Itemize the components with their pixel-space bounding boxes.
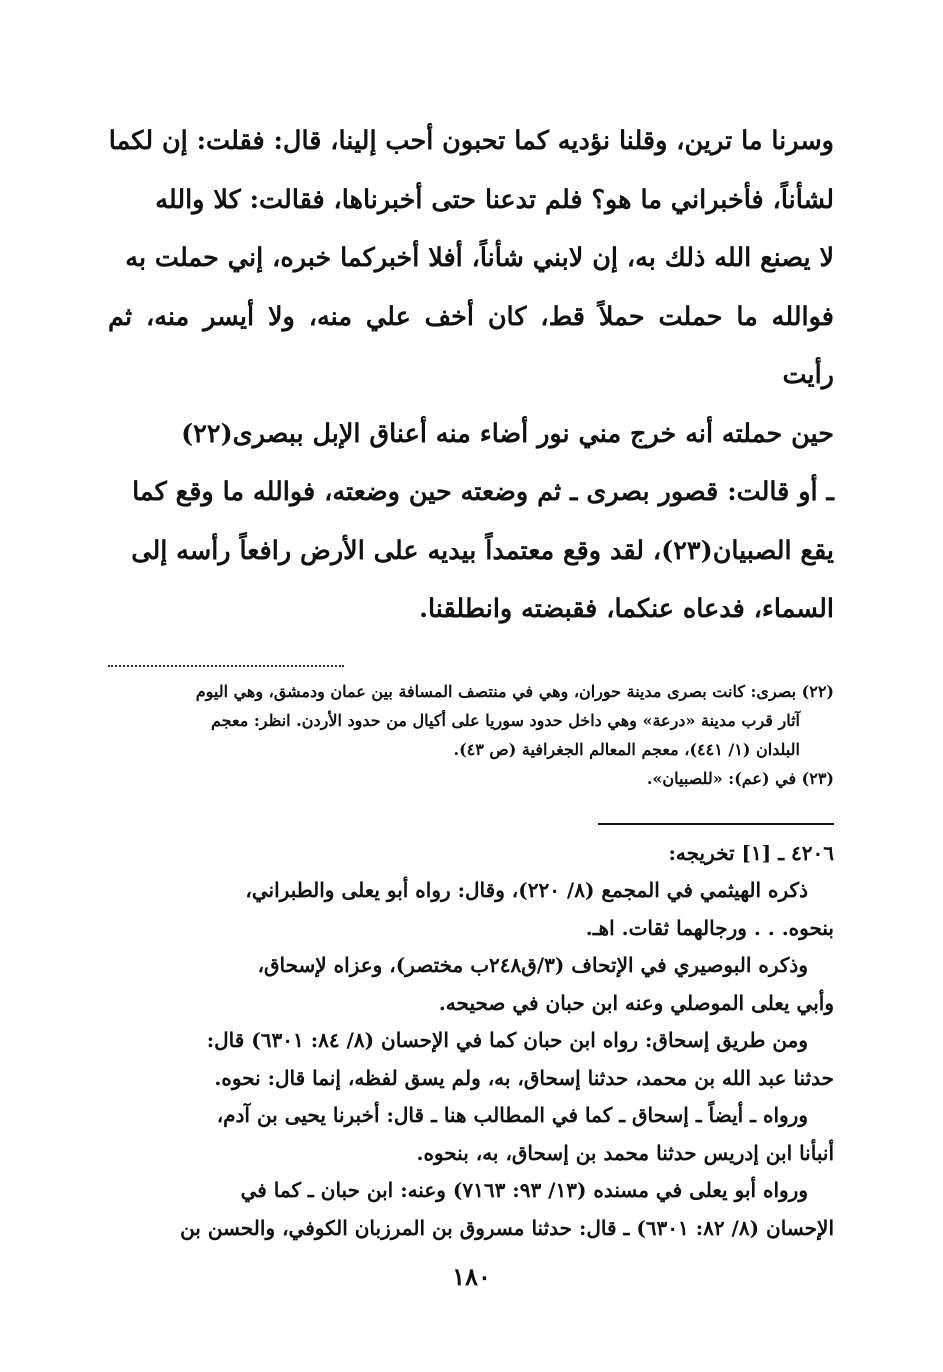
main-text-line: ـ أو قالت: قصور بصرى ـ ثم وضعته حين وضعته، فوالله ما وقع كما: [132, 477, 834, 507]
paragraph-line: حدثنا عبد الله بن محمد، حدثنا إسحاق، به، ولم يسق لفظه، إنما قال: نحوه.: [214, 1065, 834, 1090]
dotted-rule: [108, 665, 344, 667]
section-heading: ٤٢٠٦ ـ [١] تخريجه:: [668, 840, 834, 865]
main-text: [108, 112, 834, 639]
paragraph-line: وأبي يعلى الموصلي وعنه ابن حبان في صحيحه.: [438, 990, 834, 1015]
paragraph-line: الإحسان (٨/ ٨٢: ٦٣٠١) ـ قال: حدثنا مسروق بن المرزبان الكوفي، والحسن بن: [180, 1215, 834, 1240]
main-text-line: يقع الصبيان(٢٣)، لقد وقع معتمداً بيديه على الأرض رافعاً رأسه إلى: [131, 535, 834, 566]
main-text-line: السماء، فدعاه عنكما، فقبضته وانطلقنا.: [419, 594, 834, 624]
takhrij-separator: [108, 793, 834, 835]
main-text-line: لا يصنع الله ذلك به، إن لابني شأناً، أفلا أخبركما خبره، إني حملت به: [125, 243, 834, 273]
page-number: ١٨٠: [452, 1262, 491, 1291]
main-text-line: فوالله ما حملت حملاً قط، كان أخف علي منه، ولا أيسر منه، ثم رأيت: [108, 301, 834, 390]
footnote-line: البلدان (١/ ٤٤١)، معجم المعالم الجغرافية (ص ٤٣).: [453, 739, 800, 759]
takhrij-section: [108, 835, 834, 1248]
main-text-line: لشأناً، فأخبراني ما هو؟ فلم تدعنا حتى أخبرناها، فقالت: كلا والله: [155, 184, 834, 215]
footnote-line: (٢٣) في (عم): «للصبيان».: [646, 768, 834, 788]
paragraph-line: أنبأنا ابن إدريس حدثنا محمد بن إسحاق، به، بنحوه.: [416, 1140, 834, 1165]
footnote-line: (٢٢) بصرى: كانت بصرى مدينة حوران، وهي في منتصف المسافة بين عمان ودمشق، وهي اليوم: [195, 681, 834, 701]
footnote-separator: [108, 653, 834, 673]
paragraph-line: ذكره الهيثمي في المجمع (٨/ ٢٢٠)، وقال: رواه أبو يعلى والطبراني،: [245, 878, 808, 902]
paragraph-line: وذكره البوصيري في الإتحاف (٣/ق٢٤٨ب مختصر)، وعزاه لإسحاق،: [257, 953, 808, 977]
paragraph-line: بنحوه. . . ورجالهما ثقات. اهـ.: [585, 915, 834, 940]
page-body: [108, 112, 834, 1247]
footnotes: [108, 673, 834, 793]
main-text-line: حين حملته أنه خرج مني نور أضاء منه أعناق الإبل ببصرى(٢٢): [181, 418, 834, 449]
paragraph-line: ورواه ـ أيضاً ـ إسحاق ـ كما في المطالب هنا ـ قال: أخبرنا يحيى بن آدم،: [216, 1103, 808, 1127]
main-text-line: وسرنا ما ترين، وقلنا نؤديه كما تحبون أحب إلينا، قال: فقلت: إن لكما: [108, 126, 834, 156]
paragraph-line: ومن طريق إسحاق: رواه ابن حبان كما في الإحسان (٨/ ٨٤: ٦٣٠١) قال:: [206, 1028, 808, 1052]
paragraph-line: ورواه أبو يعلى في مسنده (١٣/ ٩٣: ٧١٦٣) وعنه: ابن حبان ـ كما في: [240, 1178, 808, 1202]
footnote-line: آثار قرب مدينة «درعة» وهي داخل حدود سوريا على أكيال من حدود الأردن. انظر: معجم: [211, 710, 800, 730]
solid-rule: [598, 823, 834, 825]
